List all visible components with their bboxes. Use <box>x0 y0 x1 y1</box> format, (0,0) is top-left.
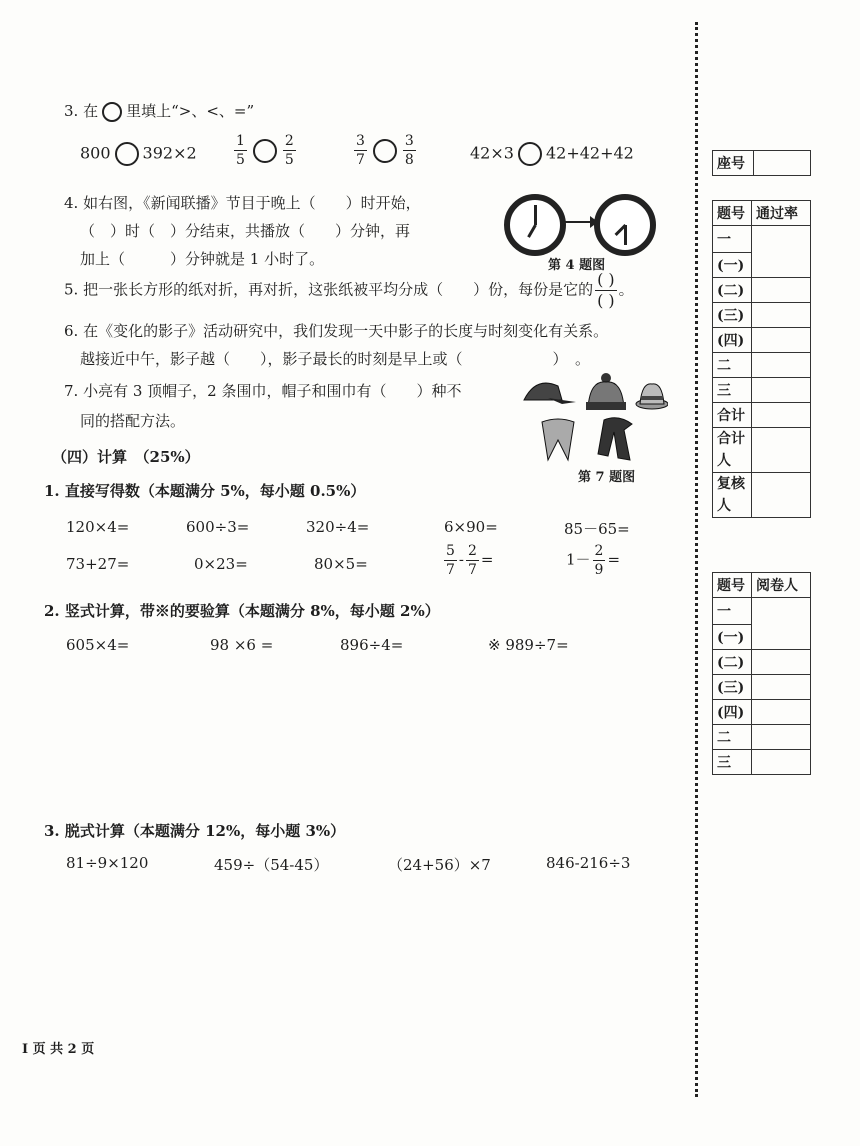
t2-row-label: (四) <box>713 700 752 725</box>
calc2-item-2: 98 ×6 = <box>210 636 274 654</box>
t2-row-label: (三) <box>713 675 752 700</box>
calc1-r1-3: 320÷4= <box>306 518 370 536</box>
q4-line-2: （ ）时（ ）分结束，共播放（ ）分钟，再 <box>80 222 411 240</box>
fraction-blank: $\frac{( )}{( )}$ <box>597 270 615 310</box>
section-4-title: （四）计算 （25%） <box>52 448 200 466</box>
q3-title: 3. 在 里填上“>、<、=” <box>64 102 255 120</box>
calc3-title: 3. 脱式计算（本题满分 12%，每小题 3%） <box>44 822 346 840</box>
calc3-item-1: 81÷9×120 <box>66 854 149 872</box>
t1-row-label: (三) <box>713 303 752 328</box>
calc1-r1-1: 120×4= <box>66 518 130 536</box>
calc1-r2-5: 1－ $\frac{2}{9}$ = <box>566 543 621 578</box>
calc3-item-4: 846-216÷3 <box>546 854 631 872</box>
circle-icon <box>373 139 397 163</box>
q7-line-2: 同的搭配方法。 <box>80 412 186 430</box>
t2-row-label: 二 <box>713 725 752 750</box>
calc1-r2-1: 73+27= <box>66 555 130 573</box>
circle-icon <box>102 102 122 122</box>
t2-header-2: 阅卷人 <box>752 573 811 598</box>
calc2-item-1: 605×4= <box>66 636 130 654</box>
t1-header-1: 题号 <box>713 201 752 226</box>
binding-dotted-line <box>695 22 698 1097</box>
calc1-r2-4: $\frac{5}{7}$ - $\frac{2}{7}$ = <box>446 543 494 578</box>
q7-line-1: 7. 小亮有 3 顶帽子，2 条围巾，帽子和围巾有（ ）种不 <box>64 382 462 400</box>
fraction: $\frac{5}{7}$ <box>446 543 455 578</box>
q4-line-1: 4. 如右图，《新闻联播》节目于晚上（ ）时开始， <box>64 194 421 212</box>
t2-row-label: (二) <box>713 650 752 675</box>
circle-icon <box>115 142 139 166</box>
calc3-item-2: 459÷（54-45） <box>214 856 329 874</box>
q3-item-2 <box>232 134 298 167</box>
seat-label: 座号 <box>713 151 754 176</box>
t2-row-label: 一 <box>713 598 752 625</box>
q5-line: 5. 把一张长方形的纸对折，再对折，这张纸被平均分成（ ）份，每份是它的 $\frac{( )}{( )}$ 。 <box>64 270 634 310</box>
t1-header-2: 通过率 <box>752 201 811 226</box>
t1-row-label: (四) <box>713 328 752 353</box>
t1-row-label: 三 <box>713 378 752 403</box>
fraction: $\frac{3}{8}$ <box>404 133 414 168</box>
calc1-r1-5: 85－65= <box>564 520 630 538</box>
hats-scarves-icon <box>518 370 668 466</box>
fraction: $\frac{2}{5}$ <box>284 133 294 168</box>
arrow-icon <box>562 214 598 230</box>
fraction: $\frac{3}{7}$ <box>356 133 365 168</box>
t2-row-label: (一) <box>713 625 752 650</box>
q3-item-1: 800 392×2 <box>80 142 197 166</box>
t1-row-label: (一) <box>713 253 752 278</box>
seat-value <box>754 151 811 176</box>
calc1-title: 1. 直接写得数（本题满分 5%，每小题 0.5%） <box>44 482 366 500</box>
q6-line-2: 越接近中午，影子越（ ），影子最长的时刻是早上或（ ） 。 <box>80 350 591 368</box>
t1-row-label: 二 <box>713 353 752 378</box>
q4-caption: 第 4 题图 <box>548 258 606 273</box>
circle-icon <box>518 142 542 166</box>
calc1-r1-4: 6×90= <box>444 518 498 536</box>
q6-line-1: 6. 在《变化的影子》活动研究中，我们发现一天中影子的长度与时刻变化有关系。 <box>64 322 609 340</box>
t1-row-label: 复核 人 <box>713 473 752 518</box>
fraction: $\frac{2}{7}$ <box>468 543 477 578</box>
t2-row-label: 三 <box>713 750 752 775</box>
page-footer: I 页 共 2 页 <box>22 1042 95 1057</box>
calc1-r1-2: 600÷3= <box>186 518 250 536</box>
t1-row-label: 合计 <box>713 403 752 428</box>
t1-row-label: 一 <box>713 226 752 253</box>
t2-header-1: 题号 <box>713 573 752 598</box>
calc2-title: 2. 竖式计算，带※的要验算（本题满分 8%，每小题 2%） <box>44 602 440 620</box>
t1-row-label: (二) <box>713 278 752 303</box>
seat-number-box <box>712 150 811 176</box>
q4-line-3: 加上（ ）分钟就是 1 小时了。 <box>80 250 325 268</box>
calc2-item-4: ※ 989÷7= <box>488 636 569 654</box>
clock-start-icon <box>504 194 566 256</box>
fraction: $\frac{1}{5}$ <box>236 133 245 168</box>
pass-rate-table <box>712 200 811 518</box>
clock-end-icon <box>594 194 656 256</box>
calc2-item-3: 896÷4= <box>340 636 404 654</box>
calc3-item-3: （24+56）×7 <box>388 856 491 874</box>
t1-row-label: 合计 人 <box>713 428 752 473</box>
calc1-r2-3: 80×5= <box>314 555 368 573</box>
fraction: $\frac{2}{9}$ <box>594 543 604 578</box>
circle-icon <box>253 139 277 163</box>
q3-item-4: 42×3 42+42+42 <box>470 142 634 166</box>
q7-caption: 第 7 题图 <box>578 470 636 485</box>
calc1-r2-2: 0×23= <box>194 555 248 573</box>
q3-item-3 <box>352 134 418 167</box>
grader-table <box>712 572 811 775</box>
